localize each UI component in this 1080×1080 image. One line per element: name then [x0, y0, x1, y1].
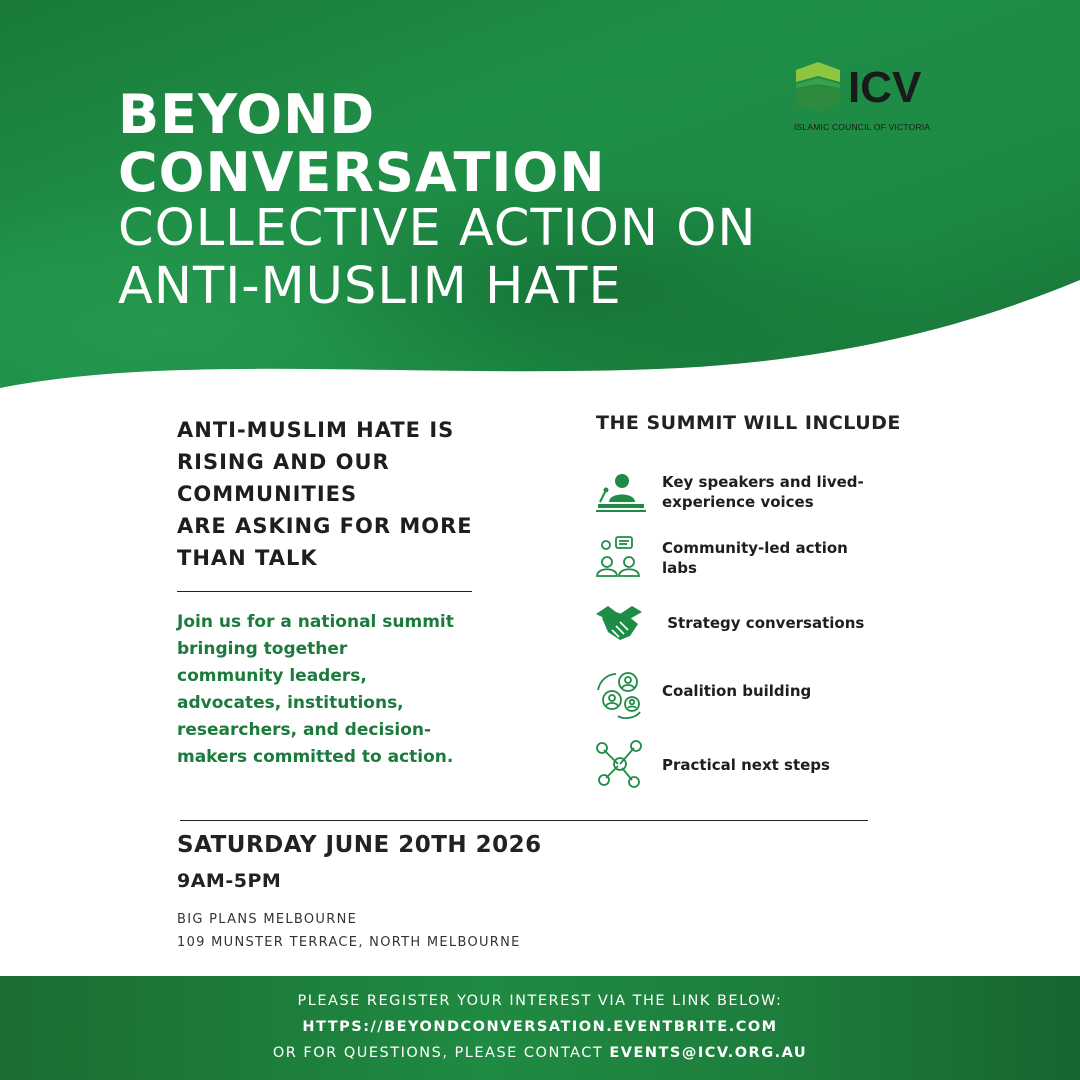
intro-headline: [177, 414, 507, 574]
registration-link[interactable]: HTTPS://BEYONDCONVERSATION.EVENTBRITE.COM: [302, 1019, 778, 1035]
contact-prefix: OR FOR QUESTIONS, PLEASE CONTACT: [272, 1045, 604, 1061]
hero-title-line: CONVERSATION: [118, 141, 606, 204]
hero-title: [118, 83, 606, 204]
hero-subtitle-line: COLLECTIVE ACTION ON: [118, 199, 757, 258]
join-line: advocates, institutions,: [177, 693, 404, 713]
section-divider: [177, 591, 472, 592]
label-line: Coalition building: [662, 682, 812, 700]
logo-subtitle: ISLAMIC COUNCIL OF VICTORIA: [794, 122, 931, 132]
label-line: labs: [662, 559, 697, 577]
contact-line: [0, 1045, 1080, 1061]
coalition-cycle-icon: [594, 668, 646, 720]
section-divider: [180, 820, 868, 821]
hero-subtitle: [118, 200, 757, 316]
join-line: bringing together: [177, 639, 348, 659]
headline-line: COMMUNITIES: [177, 482, 358, 506]
join-line: makers committed to action.: [177, 747, 454, 767]
join-description: [177, 609, 497, 771]
summit-item-label: [662, 472, 892, 512]
register-instruction: PLEASE REGISTER YOUR INTEREST VIA THE LINK BELOW:: [297, 993, 783, 1009]
headline-line: ANTI-MUSLIM HATE IS: [177, 418, 455, 442]
label-line: Community-led action: [662, 539, 848, 557]
join-line: community leaders,: [177, 666, 367, 686]
label-line: experience voices: [662, 493, 814, 511]
logo-text: ICV: [848, 63, 922, 112]
hero-title-line: BEYOND: [118, 83, 376, 146]
summit-item-strategy: [594, 602, 894, 658]
summit-item-label: [662, 613, 892, 633]
summit-item-speakers: [594, 472, 894, 528]
venue-address: 109 MUNSTER TERRACE, NORTH MELBOURNE: [177, 935, 521, 950]
summit-item-coalition: [594, 668, 894, 724]
join-line: researchers, and decision-: [177, 720, 432, 740]
discussion-group-icon: [594, 536, 646, 588]
event-date: SATURDAY JUNE 20TH 2026: [177, 832, 542, 858]
hero-subtitle-line: ANTI-MUSLIM HATE: [118, 257, 622, 316]
summit-item-label: [662, 538, 892, 578]
footer-banner: [0, 976, 1080, 1080]
label-line: Practical next steps: [662, 756, 830, 774]
icv-logo: [792, 60, 942, 140]
contact-email-link[interactable]: EVENTS@ICV.ORG.AU: [609, 1045, 808, 1061]
network-icon: [594, 740, 646, 792]
venue-name: BIG PLANS MELBOURNE: [177, 912, 358, 927]
label-line: Key speakers and lived-: [662, 473, 864, 491]
summit-item-label: [662, 755, 892, 775]
summit-item-label: [662, 681, 892, 701]
summit-item-action-labs: [594, 536, 894, 592]
headline-line: ARE ASKING FOR MORE: [177, 514, 473, 538]
label-line: Strategy conversations: [662, 614, 865, 632]
icv-logo-mark-icon: [792, 60, 844, 114]
summit-title: THE SUMMIT WILL INCLUDE: [596, 412, 901, 434]
speaker-icon: [594, 472, 646, 524]
event-time: 9AM-5PM: [177, 870, 282, 892]
headline-line: RISING AND OUR: [177, 450, 390, 474]
summit-item-next-steps: [594, 740, 894, 796]
handshake-icon: [594, 602, 646, 654]
event-venue: [177, 908, 521, 954]
join-line: Join us for a national summit: [177, 612, 454, 632]
headline-line: THAN TALK: [177, 546, 318, 570]
